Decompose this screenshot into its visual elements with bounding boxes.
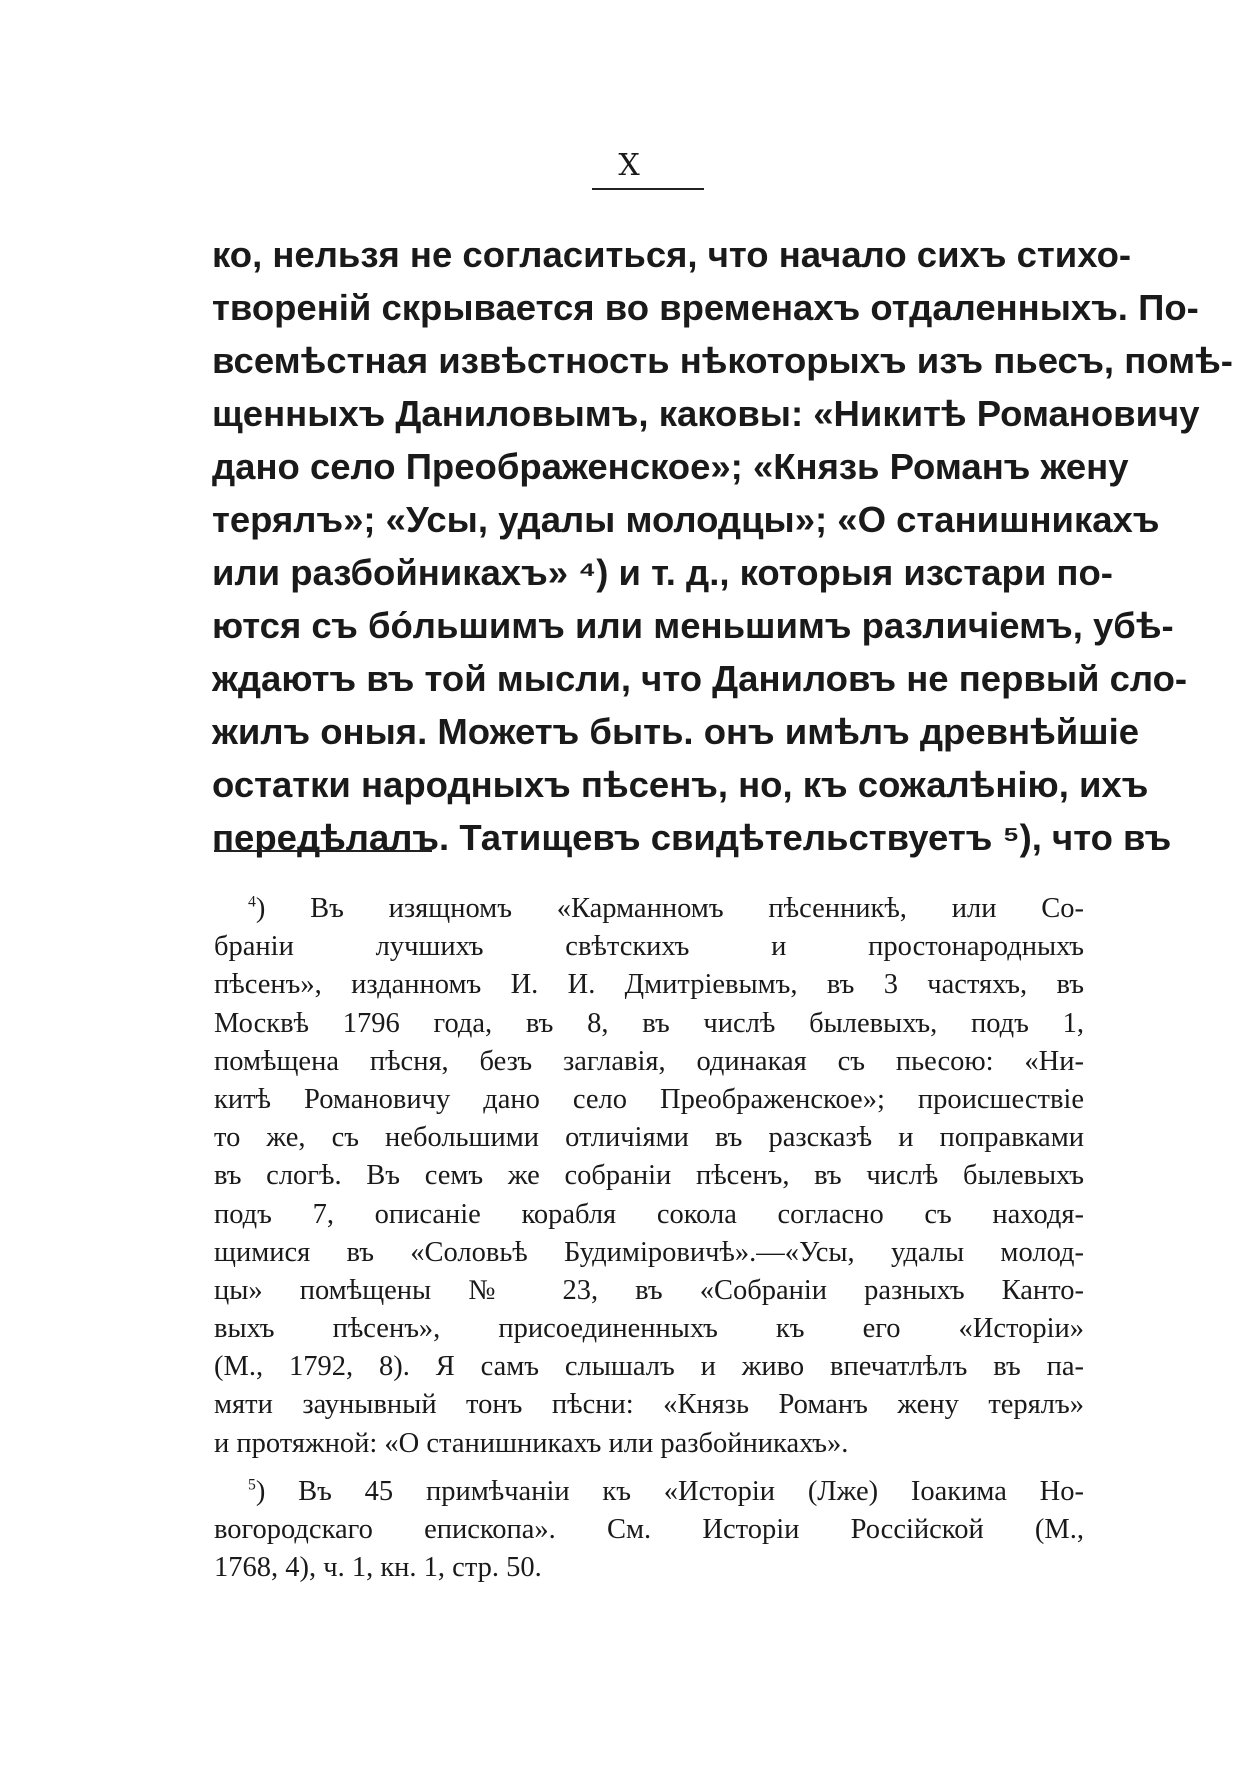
footnote-marker: 5 (248, 1476, 256, 1494)
footnote-line: то же, съ небольшими отличіями въ разсказѣ и поправками (214, 1122, 1084, 1154)
footnote-line (214, 890, 1084, 928)
footnote-line: пѣсенъ», изданномъ И. И. Дмитріевымъ, въ 3 частяхъ, въ (214, 969, 1084, 1001)
text-line: терялъ»; «Усы, удалы молодцы»; «О станишникахъ (212, 499, 1160, 540)
footnote-line: цы» помѣщены № 23, въ «Собраніи разныхъ Канто- (214, 1274, 1084, 1306)
text-line: или разбойникахъ» ⁴) и т. д., которыя изстари по- (212, 552, 1113, 593)
footnote-4 (214, 890, 1084, 1463)
footnote-line: браніи лучшихъ свѣтскихъ и простонародныхъ (214, 931, 1084, 963)
footnote-line (214, 1473, 1084, 1511)
text-line: щенныхъ Даниловымъ, каковы: «Никитѣ Романовичу (212, 393, 1200, 434)
text-line: жилъ оныя. Можетъ быть. онъ имѣлъ древнѣйшіе (212, 711, 1140, 752)
footnote-line: въ слогѣ. Въ семъ же собраніи пѣсенъ, въ числѣ былевыхъ (214, 1160, 1084, 1192)
text-line: твореній скрывается во временахъ отдаленныхъ. По- (212, 287, 1199, 328)
footnote-line: китѣ Романовичу дано село Преображенское»; происшествіе (214, 1083, 1084, 1115)
footnote-line: выхъ пѣсенъ», присоединенныхъ къ его «Исторіи» (214, 1313, 1084, 1345)
footnote-line: 1768, 4), ч. 1, кн. 1, стр. 50. (214, 1552, 542, 1584)
text-line: всемѣстная извѣстность нѣкоторыхъ изъ пьесъ, помѣ- (212, 340, 1233, 381)
footnote-line: и протяжной: «О станишникахъ или разбойникахъ». (214, 1427, 849, 1459)
footnote-marker: 4 (248, 893, 256, 911)
text-line: ждаютъ въ той мысли, что Даниловъ не первый сло- (212, 658, 1188, 699)
page-number-rule (592, 188, 704, 190)
footnote-line: мяти заунывный тонъ пѣсни: «Князь Романъ жену терялъ» (214, 1389, 1084, 1421)
footnote-5 (214, 1473, 1084, 1588)
footnote-line: вогородскаго епископа». См. Исторіи Россійской (М., (214, 1514, 1084, 1545)
text-line: ко, нельзя не согласиться, что начало сихъ стихо- (212, 234, 1132, 275)
text-line: остатки народныхъ пѣсенъ, но, къ сожалѣнію, ихъ (212, 764, 1149, 805)
footnote-gap (214, 1463, 1084, 1473)
text-line: ются съ бо́льшимъ или меньшимъ различіемъ, убѣ- (212, 605, 1174, 646)
footnote-line: (М., 1792, 8). Я самъ слышалъ и живо впечатлѣлъ въ па- (214, 1351, 1084, 1383)
text-line: дано село Преображенское»; «Князь Романъ жену (212, 446, 1129, 487)
footnote-line-text: ) Въ 45 примѣчаніи къ «Исторіи (Лже) Іоакима Но- (255, 1475, 1084, 1507)
main-text (212, 228, 1233, 864)
footnotes (214, 890, 1084, 1587)
text-line: передѣлалъ. Татищевъ свидѣтельствуетъ ⁵), что въ (212, 817, 1172, 858)
footnote-separator (214, 850, 432, 852)
footnote-line: щимися въ «Соловьѣ Будиміровичѣ».—«Усы, удалы молод- (214, 1236, 1084, 1268)
footnote-line: помѣщена пѣсня, безъ заглавія, одинакая съ пьесою: «Ни- (214, 1045, 1084, 1077)
footnote-line: Москвѣ 1796 года, въ 8, въ числѣ былевыхъ, подъ 1, (214, 1007, 1084, 1039)
footnote-line-text: ) Въ изящномъ «Карманномъ пѣсенникѣ, или Со- (255, 893, 1084, 924)
page-number: X (618, 148, 641, 183)
footnote-line: подъ 7, описаніе корабля сокола согласно съ находя- (214, 1198, 1084, 1230)
